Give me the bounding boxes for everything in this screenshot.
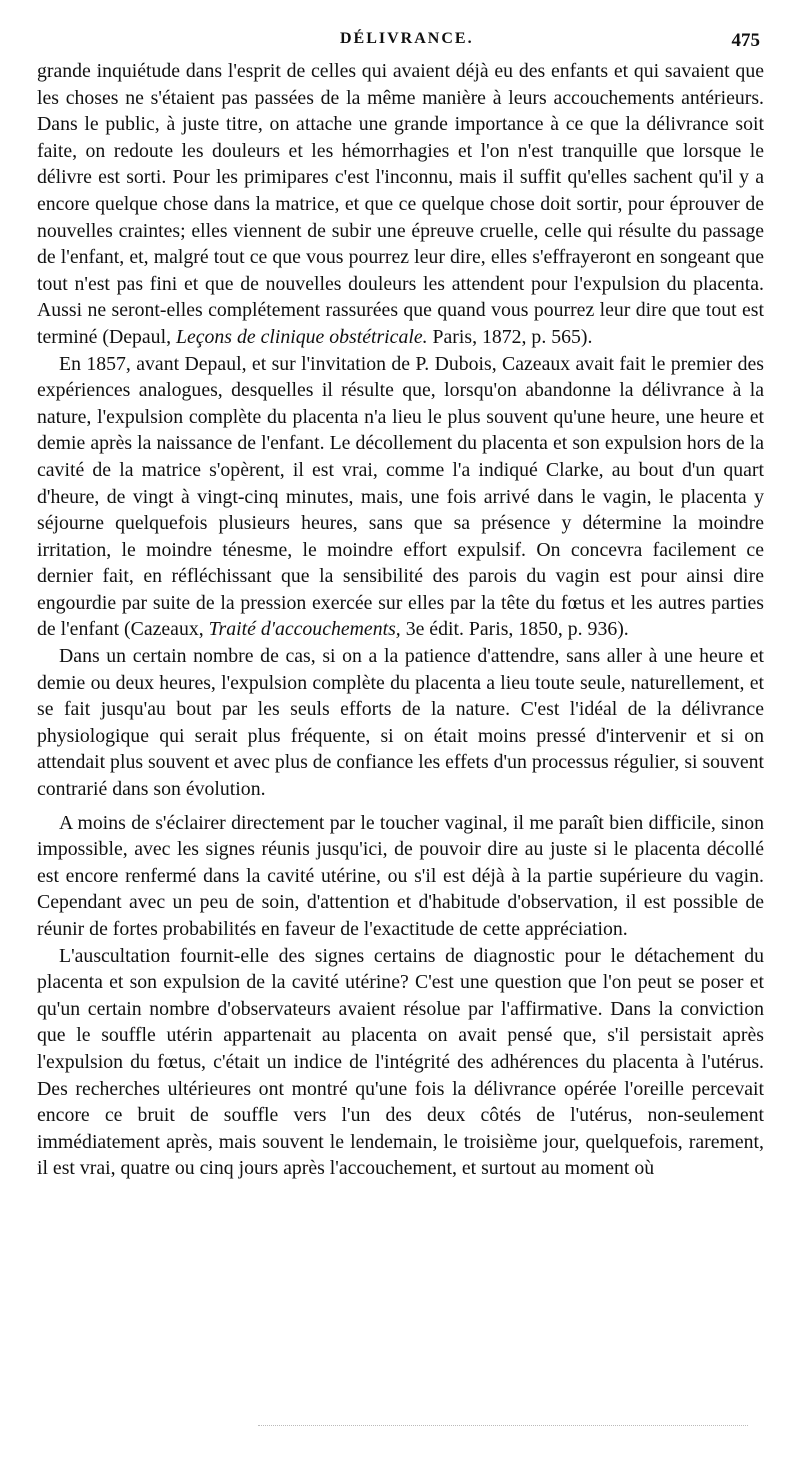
paragraph-3-text: Dans un certain nombre de cas, si on a la patience d'attendre, sans aller à une heure et demie ou deux heures, l'expulsion complète du placenta a lieu toute seule, naturellement, et se fait jusqu'au bout par les seuls efforts de la nature. C'est l'idéal de la délivrance physiologique qui serait plus fréquente, si on était moins pressé d'intervenir et si on attendait plus souvent et avec plus de confiance les effets d'un processus régulier, si souvent contrarié dans son évolution. — [37, 645, 764, 801]
paragraph-1-tail: Paris, 1872, p. 565). — [427, 325, 593, 348]
paragraph-1 — [37, 58, 764, 351]
paragraph-2 — [37, 351, 764, 644]
paragraph-5 — [37, 943, 764, 1182]
paragraph-2-text: En 1857, avant Depaul, et sur l'invitation de P. Dubois, Cazeaux avait fait le premier des expériences analogues, desquelles il résulte que, lorsqu'on abandonne la délivrance à la nature, l'expulsion complète du placenta n'a lieu le plus souvent qu'une heure, une heure et demie après la naissance de l'enfant. Le décollement du placenta et son expulsion hors de la cavité de la matrice s'opèrent, il est vrai, comme l'a indiqué Clarke, au bout d'un quart d'heure, de vingt à vingt-cinq minutes, mais, une fois arrivé dans le vagin, le placenta y séjourne quelquefois plusieurs heures, sans que sa présence y détermine la moindre irritation, le moindre ténesme, le moindre effort expulsif. On concevra facilement ce dernier fait, en réfléchissant que la sensibilité des parois du vagin est pour ainsi dire engourdie par suite de la pression exercée sur elles par la tête du fœtus et les autres parties de l'enfant (Cazeaux, — [37, 352, 764, 641]
citation-cazeaux: Traité d'accouchements, — [208, 618, 401, 641]
running-title: DÉLIVRANCE. — [340, 30, 474, 47]
body-text — [37, 58, 764, 1182]
paragraph-2-tail: 3e édit. Paris, 1850, p. 936). — [400, 618, 629, 641]
paragraph-1-text: grande inquiétude dans l'esprit de celles qui avaient déjà eu des enfants et qui savaient que les choses ne s'étaient pas passées de la même manière à leurs accouchements antérieurs. Dans le public, à juste titre, on attache une grande importance à ce que la délivrance soit faite, on redoute les douleurs et les hémorrhagies et l'on n'est tranquille que lorsque le délivre est sorti. Pour les primipares c'est l'inconnu, mais il suffit qu'elles sachent qu'il y a encore quelque chose dans la matrice, et que ce quelque chose doit sortir, pour éprouver de nouvelles craintes; elles viennent de subir une épreuve cruelle, celle qui résulte du passage de l'enfant, et, malgré tout ce que vous pourrez leur dire, elles s'effrayeront en songeant que tout n'est pas fini et que de nouvelles douleurs les attendent pour l'expulsion du placenta. Aussi ne seront-elles complétement rassurées que quand vous pourrez leur dire que tout est terminé (Depaul, — [37, 60, 764, 348]
paragraph-4-text: A moins de s'éclairer directement par le toucher vaginal, il me paraît bien difficile, sinon impossible, avec les signes réunis jusqu'ici, de pouvoir dire au juste si le placenta décollé est encore renfermé dans la cavité utérine, ou s'il est déjà à la partie supérieure du vagin. Cependant avec un peu de soin, d'attention et d'habitude d'observation, il est possible de réunir de fortes probabilités en faveur de l'exactitude de cette appréciation. — [37, 811, 764, 940]
citation-depaul: Leçons de clinique obstétricale. — [175, 325, 428, 348]
paragraph-3 — [37, 643, 764, 803]
bottom-rule — [258, 1425, 748, 1426]
paragraph-4 — [37, 810, 764, 943]
page-number: 475 — [731, 30, 760, 51]
paragraph-5-text: L'auscultation fournit-elle des signes certains de diagnostic pour le détachement du placenta et son expulsion de la cavité utérine? C'est une question que l'on peut se poser et qu'un certain nombre d'observateurs avaient résolue par l'affirmative. Dans la conviction que le souffle utérin appartenait au placenta on avait pensé que, s'il persistait après l'expulsion du fœtus, c'était un indice de l'intégrité des adhérences du placenta à l'utérus. Des recherches ultérieures ont montré qu'une fois la délivrance opérée l'oreille percevait encore ce bruit de souffle vers l'un des deux côtés de l'utérus, non-seulement immédiatement après, mais souvent le lendemain, le troisième jour, quelquefois, rarement, il est vrai, quatre ou cinq jours après l'accouchement, et surtout au moment où — [37, 944, 764, 1180]
